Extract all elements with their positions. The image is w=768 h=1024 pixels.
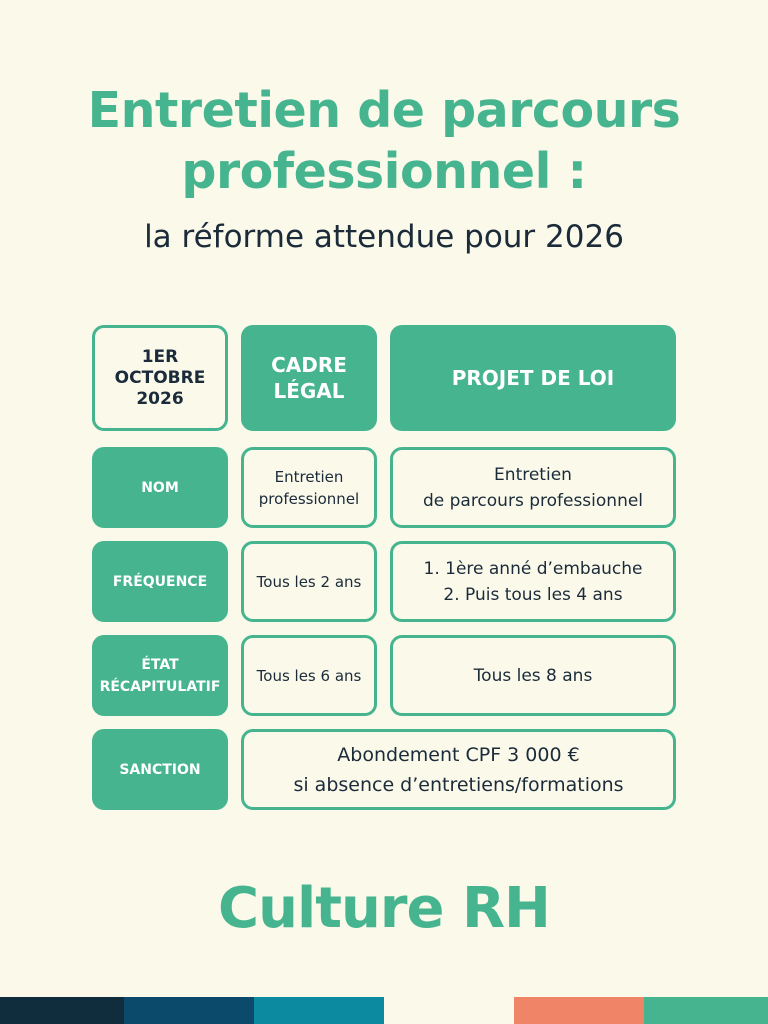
legal-summary-cell: Tous les 6 ans	[241, 635, 377, 716]
brand-logo: Culture RH	[218, 876, 550, 941]
cell-line: Entretien	[494, 464, 572, 485]
footer-bar	[514, 997, 644, 1024]
bill-summary-cell: Tous les 8 ans	[390, 635, 676, 716]
bill-name-cell	[390, 447, 676, 528]
cell-line: 1. 1ère anné d’embauche	[423, 558, 643, 579]
cell-line: Entretien	[274, 467, 344, 486]
legal-header-line: LÉGAL	[273, 379, 345, 403]
date-header-line: 1ER	[141, 346, 179, 367]
date-header-line: 2026	[136, 388, 184, 409]
bill-header: PROJET DE LOI	[390, 325, 676, 431]
legal-header-line: CADRE	[271, 353, 347, 377]
cell-line: de parcours professionnel	[422, 490, 644, 511]
row-label-sanction: SANCTION	[92, 729, 228, 810]
footer-bar	[254, 997, 384, 1024]
cell-line: Abondement CPF 3 000 €	[337, 743, 580, 766]
title-line-1: Entretien de parcours	[87, 82, 681, 139]
date-header-cell	[92, 325, 228, 431]
page-title	[0, 80, 768, 202]
footer-bar	[384, 997, 514, 1024]
row-label-line: ÉTAT	[141, 656, 179, 673]
row-label-line: RÉCAPITULATIF	[99, 678, 221, 695]
legal-name-cell	[241, 447, 377, 528]
cell-line: si absence d’entretiens/formations	[293, 773, 624, 796]
legal-framework-header	[241, 325, 377, 431]
cell-line: 2. Puis tous les 4 ans	[443, 584, 623, 605]
title-line-2: professionnel :	[181, 143, 587, 200]
cell-line: professionnel	[258, 489, 360, 508]
row-label-frequency: FRÉQUENCE	[92, 541, 228, 622]
footer-bar	[0, 997, 130, 1024]
row-label-name: NOM	[92, 447, 228, 528]
footer-bar	[644, 997, 768, 1024]
page-subtitle: la réforme attendue pour 2026	[144, 219, 624, 255]
footer-bar	[124, 997, 254, 1024]
legal-frequency-cell: Tous les 2 ans	[241, 541, 377, 622]
row-label-summary-status	[92, 635, 228, 716]
bill-frequency-cell	[390, 541, 676, 622]
sanction-cell	[241, 729, 676, 810]
date-header-line: OCTOBRE	[114, 367, 206, 388]
